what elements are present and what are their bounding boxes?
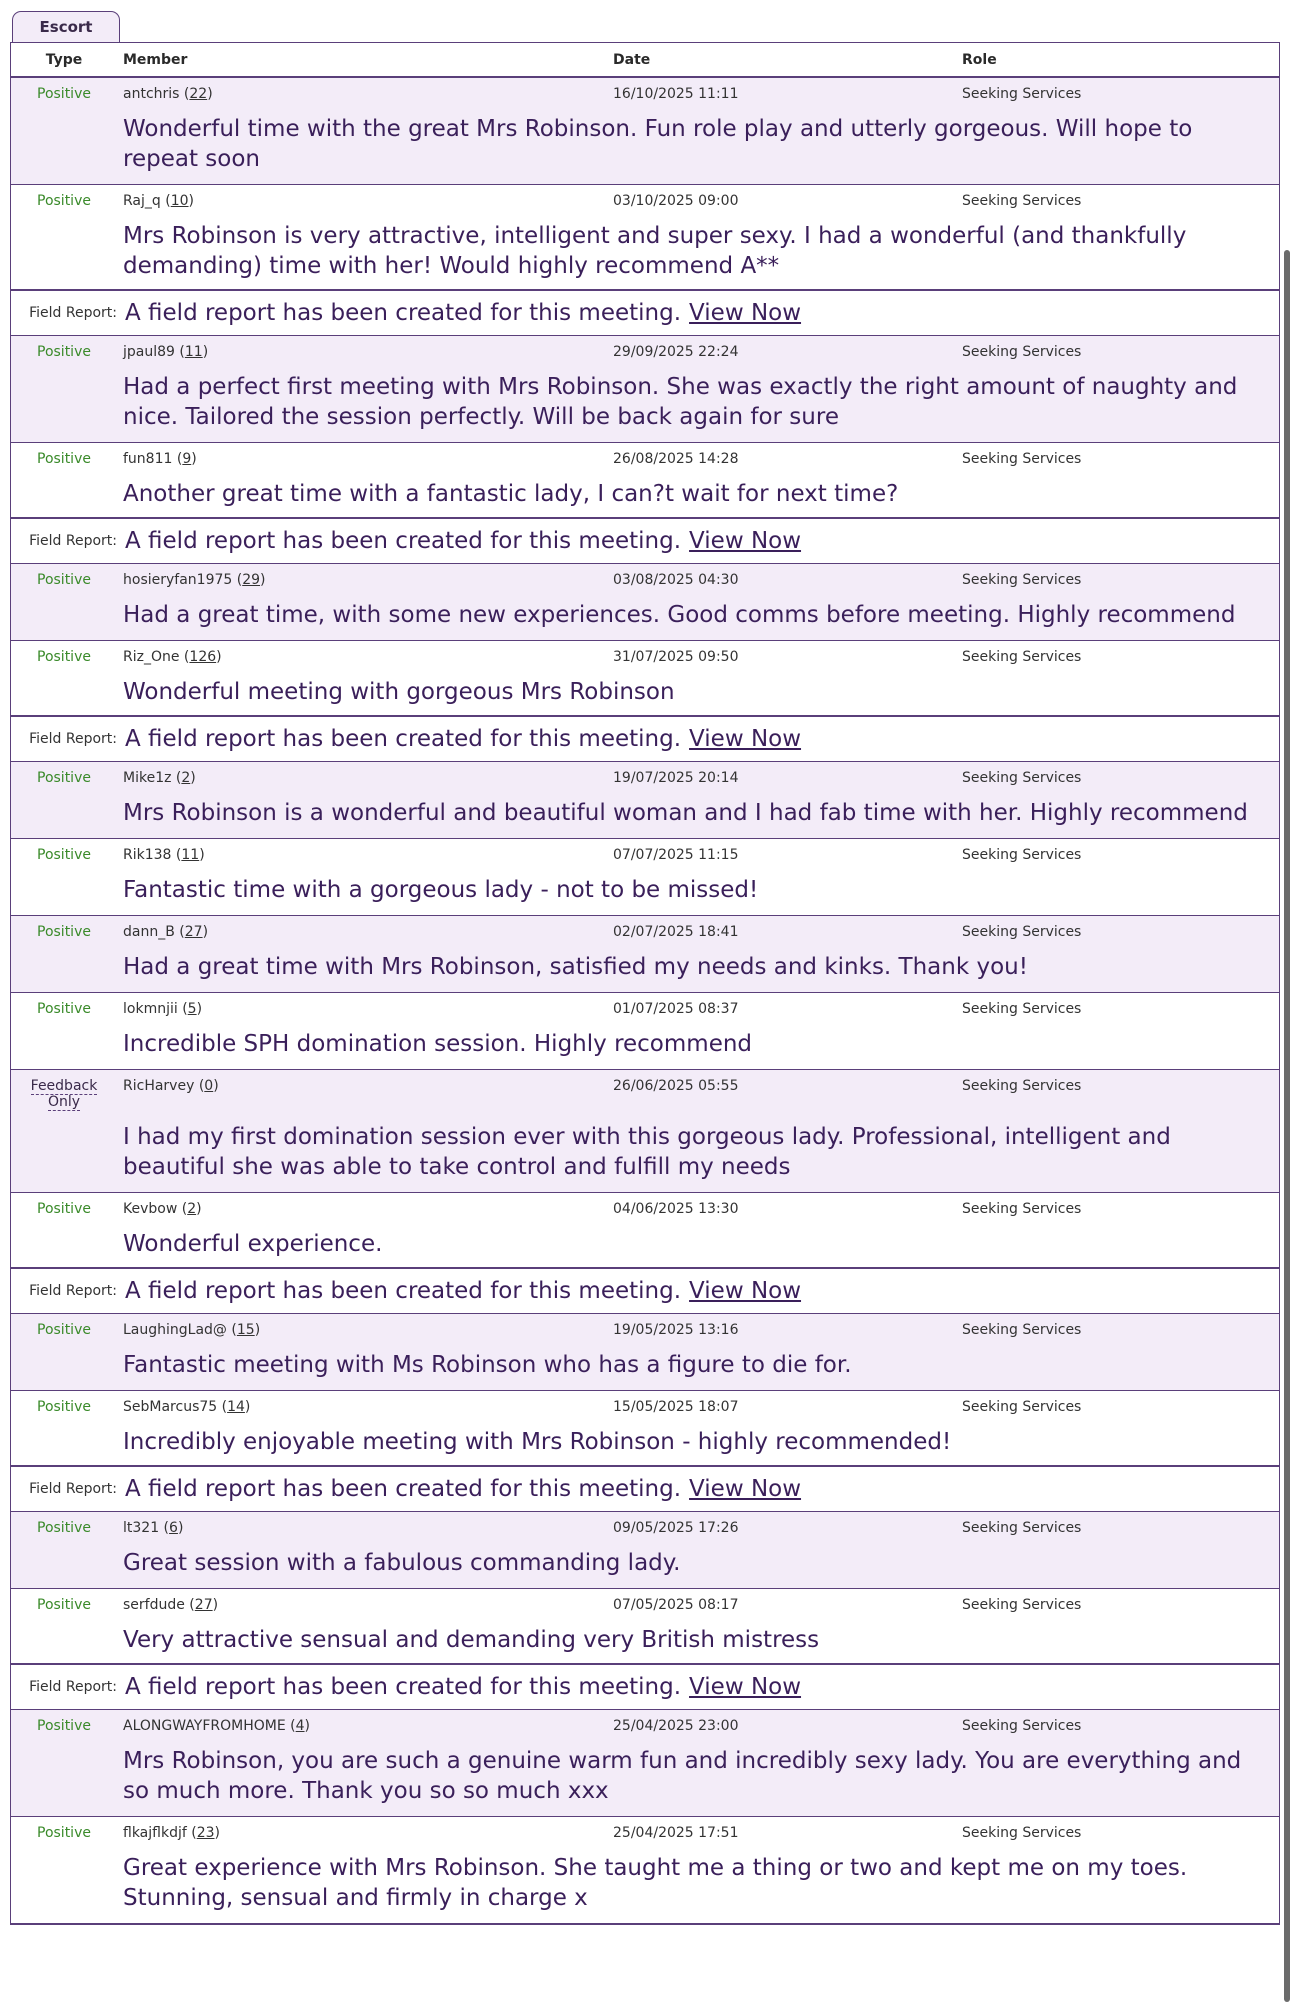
member-name: lokmnjii <box>123 1001 178 1017</box>
member-cell: jpaul89 (11) <box>123 344 209 360</box>
entry-meta <box>11 1817 1279 1841</box>
member-name: Kevbow <box>123 1201 178 1217</box>
entry-comment: Mrs Robinson, you are such a genuine warm fun and incredibly sexy lady. You are everything and so much more. Thank you so so much xxx <box>123 1748 1242 1804</box>
member-feedback-count-link[interactable]: 10 <box>170 193 189 209</box>
member-cell: Kevbow (2) <box>123 1201 202 1217</box>
entry-comment: Fantastic time with a gorgeous lady - not to be missed! <box>123 877 759 903</box>
entry-comment: Very attractive sensual and demanding very British mistress <box>123 1627 820 1653</box>
feedback-entry <box>11 1193 1279 1314</box>
feedback-type: Positive <box>37 572 91 588</box>
feedback-type: Positive <box>37 1201 91 1217</box>
feedback-type: Positive <box>37 193 91 209</box>
entry-role: Seeking Services <box>962 1718 1082 1734</box>
column-header-date: Date <box>613 51 651 68</box>
entry-role: Seeking Services <box>962 1520 1082 1536</box>
entry-date: 25/04/2025 23:00 <box>613 1718 739 1734</box>
member-feedback-count-link[interactable]: 2 <box>187 1201 197 1217</box>
entry-date: 01/07/2025 08:37 <box>613 1001 739 1017</box>
member-feedback-count-link[interactable]: 23 <box>196 1825 215 1841</box>
view-now-link[interactable]: View Now <box>689 1674 802 1700</box>
feedback-type: Positive <box>37 1520 91 1536</box>
entry-meta <box>11 78 1279 102</box>
entry-role: Seeking Services <box>962 1201 1082 1217</box>
field-report-text <box>125 726 801 752</box>
entry-date: 04/06/2025 13:30 <box>613 1201 739 1217</box>
feedback-entry <box>11 78 1279 185</box>
feedback-entry <box>11 993 1279 1070</box>
member-name: Mike1z <box>123 770 172 786</box>
feedback-type: Positive <box>37 1399 91 1415</box>
feedback-type-line2: Only <box>47 1094 81 1110</box>
field-report-label: Field Report: <box>11 1467 125 1511</box>
feedback-type: Positive <box>37 1825 91 1841</box>
entry-comment: Wonderful experience. <box>123 1231 383 1257</box>
feedback-type: Positive <box>37 1597 91 1613</box>
member-cell: Riz_One (126) <box>123 649 222 665</box>
member-cell: Mike1z (2) <box>123 770 196 786</box>
member-cell: lt321 (6) <box>123 1520 184 1536</box>
entry-role: Seeking Services <box>962 1322 1082 1338</box>
entry-meta <box>11 839 1279 863</box>
entry-date: 07/05/2025 08:17 <box>613 1597 739 1613</box>
member-feedback-count-link[interactable]: 15 <box>236 1322 255 1338</box>
feedback-entry <box>11 1391 1279 1512</box>
field-report-label: Field Report: <box>11 1665 125 1709</box>
entry-comment: Wonderful meeting with gorgeous Mrs Robinson <box>123 679 675 705</box>
feedback-entry <box>11 1512 1279 1589</box>
field-report-row <box>11 517 1279 563</box>
entry-comment: Mrs Robinson is very attractive, intelligent and super sexy. I had a wonderful (and thankfully demanding) time with her! Would highly recommend A** <box>123 223 1187 279</box>
entry-comment: Fantastic meeting with Ms Robinson who has a figure to die for. <box>123 1352 852 1378</box>
entry-role: Seeking Services <box>962 847 1082 863</box>
field-report-row <box>11 289 1279 335</box>
entry-meta <box>11 564 1279 588</box>
entry-meta <box>11 1193 1279 1217</box>
field-report-text <box>125 1278 801 1304</box>
entry-role: Seeking Services <box>962 572 1082 588</box>
field-report-message: A field report has been created for this meeting. <box>125 726 682 752</box>
field-report-label: Field Report: <box>11 519 125 563</box>
entry-comment: Mrs Robinson is a wonderful and beautiful woman and I had fab time with her. Highly recommend <box>123 800 1248 826</box>
entry-comment: Had a great time, with some new experiences. Good comms before meeting. Highly recommend <box>123 602 1236 628</box>
entry-date: 19/05/2025 13:16 <box>613 1322 739 1338</box>
member-cell: ALONGWAYFROMHOME (4) <box>123 1718 311 1734</box>
feedback-entry <box>11 564 1279 641</box>
entry-meta <box>11 1070 1279 1110</box>
field-report-message: A field report has been created for this meeting. <box>125 1674 682 1700</box>
entry-meta <box>11 443 1279 467</box>
entry-meta <box>11 762 1279 786</box>
entry-meta <box>11 1710 1279 1734</box>
feedback-entry <box>11 1314 1279 1391</box>
field-report-text <box>125 1674 801 1700</box>
member-feedback-count-link[interactable]: 29 <box>242 572 261 588</box>
entry-date: 19/07/2025 20:14 <box>613 770 739 786</box>
member-cell: Rik138 (11) <box>123 847 205 863</box>
member-feedback-count-link[interactable]: 126 <box>189 649 217 665</box>
field-report-message: A field report has been created for this meeting. <box>125 1278 682 1304</box>
entry-role: Seeking Services <box>962 86 1082 102</box>
entry-comment: Great experience with Mrs Robinson. She taught me a thing or two and kept me on my toes. Stunning, sensual and firmly in charge x <box>123 1855 1188 1911</box>
tab-escort[interactable]: Escort <box>12 11 120 42</box>
feedback-type: Positive <box>37 1718 91 1734</box>
member-feedback-count-link[interactable]: 22 <box>189 86 208 102</box>
entry-comment: Had a great time with Mrs Robinson, satisfied my needs and kinks. Thank you! <box>123 954 1028 980</box>
member-cell: flkajflkdjf (23) <box>123 1825 220 1841</box>
entry-comment: I had my first domination session ever with this gorgeous lady. Professional, intelligent and beautiful she was able to take control and fulfill my needs <box>123 1124 1171 1180</box>
entry-meta <box>11 1512 1279 1536</box>
entry-comment: Another great time with a fantastic lady, I can?t wait for next time? <box>123 481 899 507</box>
member-cell: Raj_q (10) <box>123 193 194 209</box>
entry-date: 07/07/2025 11:15 <box>613 847 739 863</box>
feedback-entry <box>11 1589 1279 1710</box>
field-report-label: Field Report: <box>11 291 125 335</box>
entry-date: 03/08/2025 04:30 <box>613 572 739 588</box>
feedback-entry <box>11 641 1279 762</box>
feedback-type: Positive <box>37 1322 91 1338</box>
feedback-entry <box>11 762 1279 839</box>
field-report-message: A field report has been created for this meeting. <box>125 528 682 554</box>
feedback-type: Positive <box>37 770 91 786</box>
member-cell: lokmnjii (5) <box>123 1001 203 1017</box>
feedback-entry <box>11 1817 1279 1924</box>
member-feedback-count-link[interactable]: 11 <box>181 847 200 863</box>
scrollbar[interactable] <box>1284 250 1290 2002</box>
view-now-link[interactable]: View Now <box>689 1476 802 1502</box>
entry-role: Seeking Services <box>962 344 1082 360</box>
field-report-message: A field report has been created for this meeting. <box>125 1476 682 1502</box>
column-header-type: Type <box>45 51 83 68</box>
member-cell: serfdude (27) <box>123 1597 219 1613</box>
feedback-table <box>10 42 1280 1925</box>
member-feedback-count-link[interactable]: 0 <box>204 1078 214 1094</box>
member-cell: antchris (22) <box>123 86 213 102</box>
field-report-row <box>11 715 1279 761</box>
entry-role: Seeking Services <box>962 770 1082 786</box>
field-report-text <box>125 1476 801 1502</box>
member-name: RicHarvey <box>123 1078 195 1094</box>
field-report-label: Field Report: <box>11 1269 125 1313</box>
entry-comment: Had a perfect first meeting with Mrs Robinson. She was exactly the right amount of naughty and nice. Tailored the session perfectly. Will be back again for sure <box>123 374 1238 430</box>
view-now-link[interactable]: View Now <box>689 528 802 554</box>
feedback-entry <box>11 336 1279 443</box>
member-name: fun811 <box>123 451 173 467</box>
entry-role: Seeking Services <box>962 1001 1082 1017</box>
entry-role: Seeking Services <box>962 649 1082 665</box>
entry-comment: Wonderful time with the great Mrs Robinson. Fun role play and utterly gorgeous. Will hope to repeat soon <box>123 116 1193 172</box>
entry-date: 03/10/2025 09:00 <box>613 193 739 209</box>
member-cell: LaughingLad@ (15) <box>123 1322 261 1338</box>
entry-role: Seeking Services <box>962 451 1082 467</box>
entry-date: 15/05/2025 18:07 <box>613 1399 739 1415</box>
member-name: Riz_One <box>123 649 180 665</box>
feedback-type: Positive <box>37 86 91 102</box>
member-name: dann_B <box>123 924 175 940</box>
member-cell: dann_B (27) <box>123 924 209 940</box>
member-feedback-count-link[interactable]: 2 <box>181 770 191 786</box>
entry-meta <box>11 185 1279 209</box>
feedback-type: Positive <box>37 847 91 863</box>
member-feedback-count-link[interactable]: 14 <box>227 1399 245 1415</box>
member-name: antchris <box>123 86 180 102</box>
member-feedback-count-link[interactable]: 5 <box>187 1001 197 1017</box>
entry-date: 29/09/2025 22:24 <box>613 344 739 360</box>
member-name: jpaul89 <box>123 344 175 360</box>
feedback-type: Positive <box>37 451 91 467</box>
member-cell: RicHarvey (0) <box>123 1078 219 1094</box>
entry-meta <box>11 1314 1279 1338</box>
feedback-entry <box>11 443 1279 564</box>
feedback-entry <box>11 839 1279 916</box>
member-name: SebMarcus75 <box>123 1399 218 1415</box>
entry-role: Seeking Services <box>962 193 1082 209</box>
field-report-text <box>125 300 801 326</box>
member-name: LaughingLad@ <box>123 1322 227 1338</box>
entry-role: Seeking Services <box>962 1825 1082 1841</box>
column-header-member: Member <box>123 51 188 68</box>
view-now-link[interactable]: View Now <box>689 1278 802 1304</box>
member-feedback-count-link[interactable]: 9 <box>182 451 192 467</box>
entry-date: 31/07/2025 09:50 <box>613 649 739 665</box>
entry-meta <box>11 1589 1279 1613</box>
member-name: ALONGWAYFROMHOME <box>123 1718 286 1734</box>
member-name: Rik138 <box>123 847 172 863</box>
entry-role: Seeking Services <box>962 1399 1082 1415</box>
member-cell: SebMarcus75 (14) <box>123 1399 251 1415</box>
feedback-type: Positive <box>37 924 91 940</box>
entry-date: 02/07/2025 18:41 <box>613 924 739 940</box>
member-name: Raj_q <box>123 193 161 209</box>
feedback-entry <box>11 1070 1279 1193</box>
member-name: lt321 <box>123 1520 160 1536</box>
member-cell: hosieryfan1975 (29) <box>123 572 266 588</box>
entry-comment: Incredible SPH domination session. Highly recommend <box>123 1031 753 1057</box>
entry-comment: Great session with a fabulous commanding lady. <box>123 1550 681 1576</box>
feedback-type <box>11 1078 117 1110</box>
entry-comment: Incredibly enjoyable meeting with Mrs Robinson - highly recommended! <box>123 1429 952 1455</box>
member-name: serfdude <box>123 1597 185 1613</box>
feedback-entry <box>11 1710 1279 1817</box>
entry-date: 16/10/2025 11:11 <box>613 86 739 102</box>
entry-meta <box>11 336 1279 360</box>
table-header <box>11 43 1279 78</box>
entry-role: Seeking Services <box>962 1597 1082 1613</box>
entry-meta <box>11 641 1279 665</box>
entry-meta <box>11 1391 1279 1415</box>
member-feedback-count-link[interactable]: 27 <box>184 924 203 940</box>
member-feedback-count-link[interactable]: 27 <box>194 1597 213 1613</box>
feedback-type: Positive <box>37 1001 91 1017</box>
member-feedback-count-link[interactable]: 6 <box>169 1520 178 1536</box>
feedback-type: Positive <box>37 649 91 665</box>
view-now-link[interactable]: View Now <box>689 726 802 752</box>
entry-role: Seeking Services <box>962 1078 1082 1094</box>
entry-meta <box>11 993 1279 1017</box>
column-header-role: Role <box>962 51 997 68</box>
member-feedback-count-link[interactable]: 4 <box>295 1718 305 1734</box>
member-name: hosieryfan1975 <box>123 572 233 588</box>
entry-date: 26/08/2025 14:28 <box>613 451 739 467</box>
entry-date: 09/05/2025 17:26 <box>613 1520 739 1536</box>
feedback-type-line1: Feedback <box>30 1078 98 1094</box>
feedback-list <box>11 78 1279 1924</box>
field-report-text <box>125 528 801 554</box>
entry-meta <box>11 916 1279 940</box>
field-report-message: A field report has been created for this meeting. <box>125 300 682 326</box>
field-report-row <box>11 1663 1279 1709</box>
field-report-row <box>11 1465 1279 1511</box>
member-feedback-count-link[interactable]: 11 <box>184 344 203 360</box>
feedback-entry <box>11 916 1279 993</box>
entry-date: 26/06/2025 05:55 <box>613 1078 739 1094</box>
feedback-entry <box>11 185 1279 336</box>
feedback-type: Positive <box>37 344 91 360</box>
member-cell: fun811 (9) <box>123 451 197 467</box>
field-report-row <box>11 1267 1279 1313</box>
field-report-label: Field Report: <box>11 717 125 761</box>
view-now-link[interactable]: View Now <box>689 300 802 326</box>
member-name: flkajflkdjf <box>123 1825 187 1841</box>
entry-date: 25/04/2025 17:51 <box>613 1825 739 1841</box>
entry-role: Seeking Services <box>962 924 1082 940</box>
